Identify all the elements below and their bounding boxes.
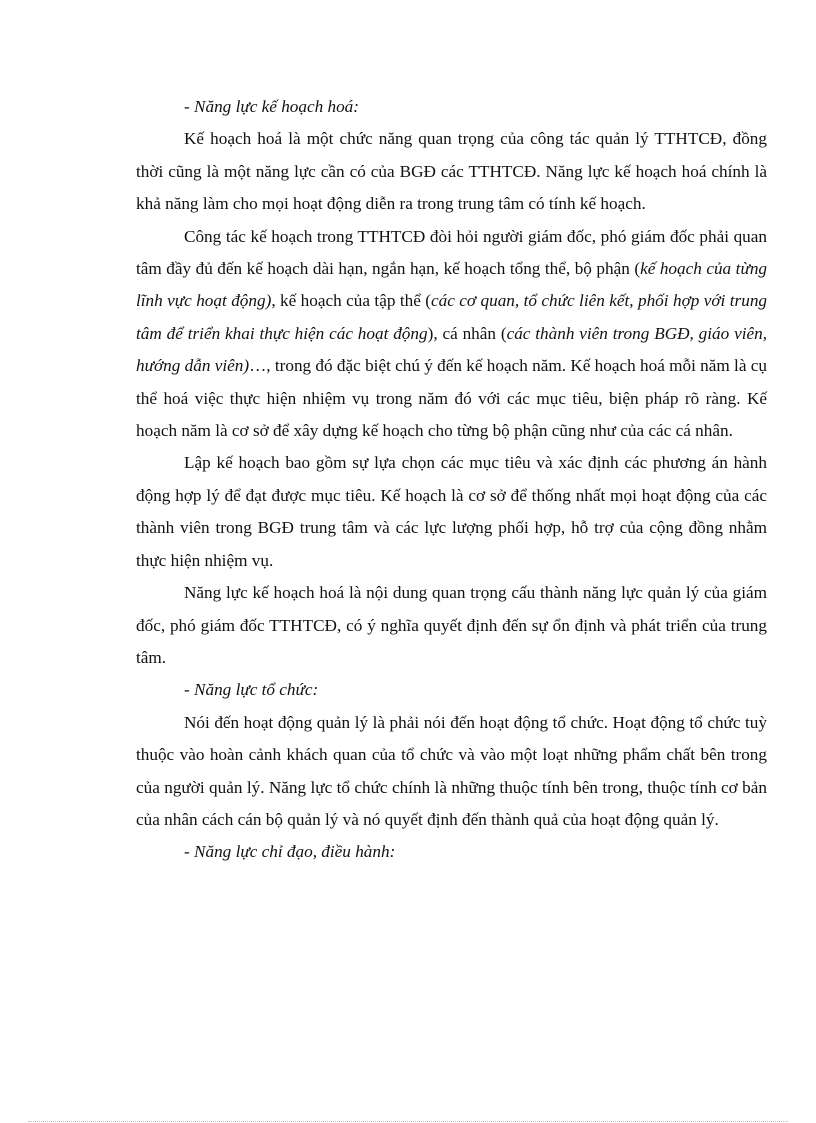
text-segment: Năng lực kế hoạch hoá là nội dung quan trọng cấu thành năng lực quản lý của giám đốc, phó giám đốc TTHTCĐ, có ý nghĩa quyết định đến sự ổn định và phát triển của trung tâm. bbox=[136, 583, 767, 667]
body-paragraph bbox=[136, 447, 767, 577]
section-heading: - Năng lực tổ chức: bbox=[184, 680, 319, 700]
text-segment: Nói đến hoạt động quản lý là phải nói đến hoạt động tổ chức. Hoạt động tổ chức tuỳ thuộc vào hoàn cảnh khách quan của tổ chức và vào một loạt những phẩm chất bên trong của người quản lý. Năng lực tổ chức chính là những thuộc tính bên trong, thuộc tính cơ bản của nhân cách cán bộ quản lý và nó quyết định đến thành quả của hoạt động quản lý. bbox=[136, 712, 767, 829]
body-paragraph bbox=[136, 577, 767, 674]
page-bottom-divider bbox=[28, 1121, 788, 1122]
italic-text-segment: các cơ quan, tổ chức liên kết, phối hợp với trung tâm để triển khai thực hiện các hoạt động bbox=[136, 291, 768, 343]
text-segment: Công tác kế hoạch trong TTHTCĐ đòi hỏi người giám đốc, phó giám đốc phải quan tâm đầy đủ đến kế hoạch dài hạn, ngắn hạn, kế hoạch tổng thể, bộ phận ( bbox=[136, 226, 767, 279]
section-heading: - Năng lực chỉ đạo, điều hành: bbox=[184, 842, 396, 862]
section-heading: - Năng lực kế hoạch hoá: bbox=[184, 97, 359, 116]
text-segment: Kế hoạch hoá là một chức năng quan trọng của công tác quản lý TTHTCĐ, đồng thời cũng là một năng lực cần có của BGĐ các TTHTCĐ. Năng lực kế hoạch hoá chính là khả năng làm cho mọi hoạt động diễn ra trong trung tâm có tính kế hoạch. bbox=[136, 129, 767, 214]
text-segment: Lập kế hoạch bao gồm sự lựa chọn các mục tiêu và xác định các phương án hành động hợp lý để đạt được mục tiêu. Kế hoạch là cơ sở để thống nhất mọi hoạt động của các thành viên trong BGĐ trung tâm và các lực lượng phối hợp, hỗ trợ của cộng đồng nhằm thực hiện nhiệm vụ. bbox=[136, 453, 767, 570]
italic-text-segment: kế hoạch của từng lĩnh vực hoạt động) bbox=[136, 259, 768, 311]
italic-text-segment: các thành viên trong BGĐ, giáo viên, hướng dẫn viên) bbox=[136, 323, 767, 376]
body-paragraph bbox=[136, 707, 767, 837]
text-segment: …, trong đó đặc biệt chú ý đến kế hoạch năm. Kế hoạch hoá mỗi năm là cụ thể hoá việc thực hiện nhiệm vụ trong năm đó với các mục tiêu, biện pháp rõ ràng. Kế hoạch năm là cơ sở để xây dựng kế hoạch cho từng bộ phận cũng như của các cá nhân. bbox=[136, 356, 767, 441]
document-page bbox=[136, 91, 767, 869]
body-paragraph bbox=[136, 221, 767, 448]
text-segment: , kế hoạch của tập thể ( bbox=[271, 291, 431, 311]
body-paragraph bbox=[136, 123, 767, 220]
text-segment: ), cá nhân ( bbox=[427, 323, 507, 343]
